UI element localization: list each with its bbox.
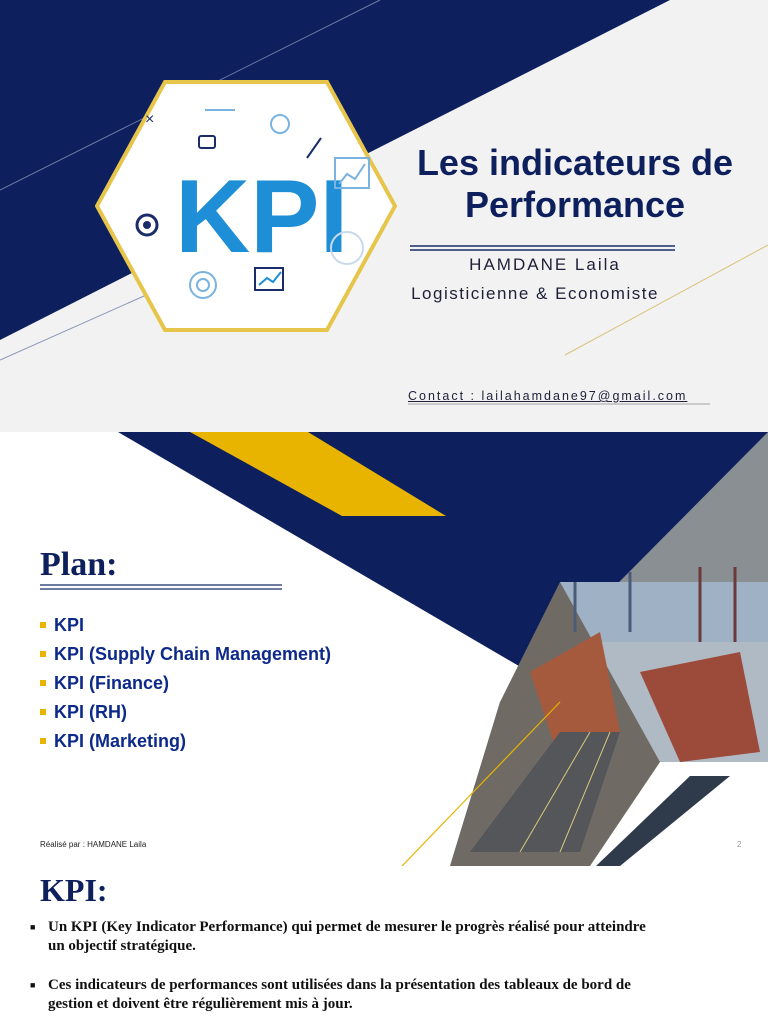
paragraph-line: Un KPI (Key Indicator Performance) qui permet de mesurer le progrès réalisé pour atteindre [48,919,646,935]
list-item [40,610,331,639]
list-item-label: KPI (Finance) [54,672,170,693]
close-x-icon: × [145,111,155,128]
square-bullet-icon: ■ [30,922,36,932]
bullet-icon [40,738,46,744]
list-item [40,639,331,668]
kpi-title: KPI: [40,872,108,908]
kpi-slide [0,866,768,1024]
list-item-label: KPI [54,614,85,635]
author-name: HAMDANE Laila [469,255,621,274]
square-bullet-icon: ■ [30,980,36,990]
plan-slide [0,432,768,866]
bullet-icon [40,622,46,628]
slide-footer: Réalisé par : HAMDANE Laila [40,840,147,849]
bullet-paragraph [30,918,760,956]
list-item-label: KPI (Marketing) [54,730,187,751]
bullet-icon [40,709,46,715]
title-line-2: Performance [464,184,686,225]
page-number: 2 [737,840,742,849]
author-role: Logisticienne & Economiste [411,284,659,303]
presentation-title [380,142,768,226]
kpi-logo-text: KPI [175,159,349,275]
title-slide [0,0,768,432]
list-item-label: KPI (Supply Chain Management) [54,643,332,664]
list-item [40,697,331,726]
bullet-icon [40,651,46,657]
paragraph-line: Ces indicateurs de performances sont utilisées dans la présentation des tableaux de bord de [48,977,631,993]
plan-title: Plan: [40,546,118,583]
list-item [40,726,331,755]
paragraph-line: gestion et doivent être régulièrement mis à jour. [48,996,353,1012]
bullet-icon [40,680,46,686]
paragraph-line: un objectif stratégique. [48,938,196,954]
bullet-paragraph [30,976,760,1014]
contact-email[interactable]: Contact : lailahamdane97@gmail.com [408,389,688,403]
plan-list [40,610,331,755]
title-line-1: Les indicateurs de [416,142,734,183]
list-item [40,668,331,697]
kpi-hexagon-logo [95,80,397,332]
list-item-label: KPI (RH) [54,701,127,722]
